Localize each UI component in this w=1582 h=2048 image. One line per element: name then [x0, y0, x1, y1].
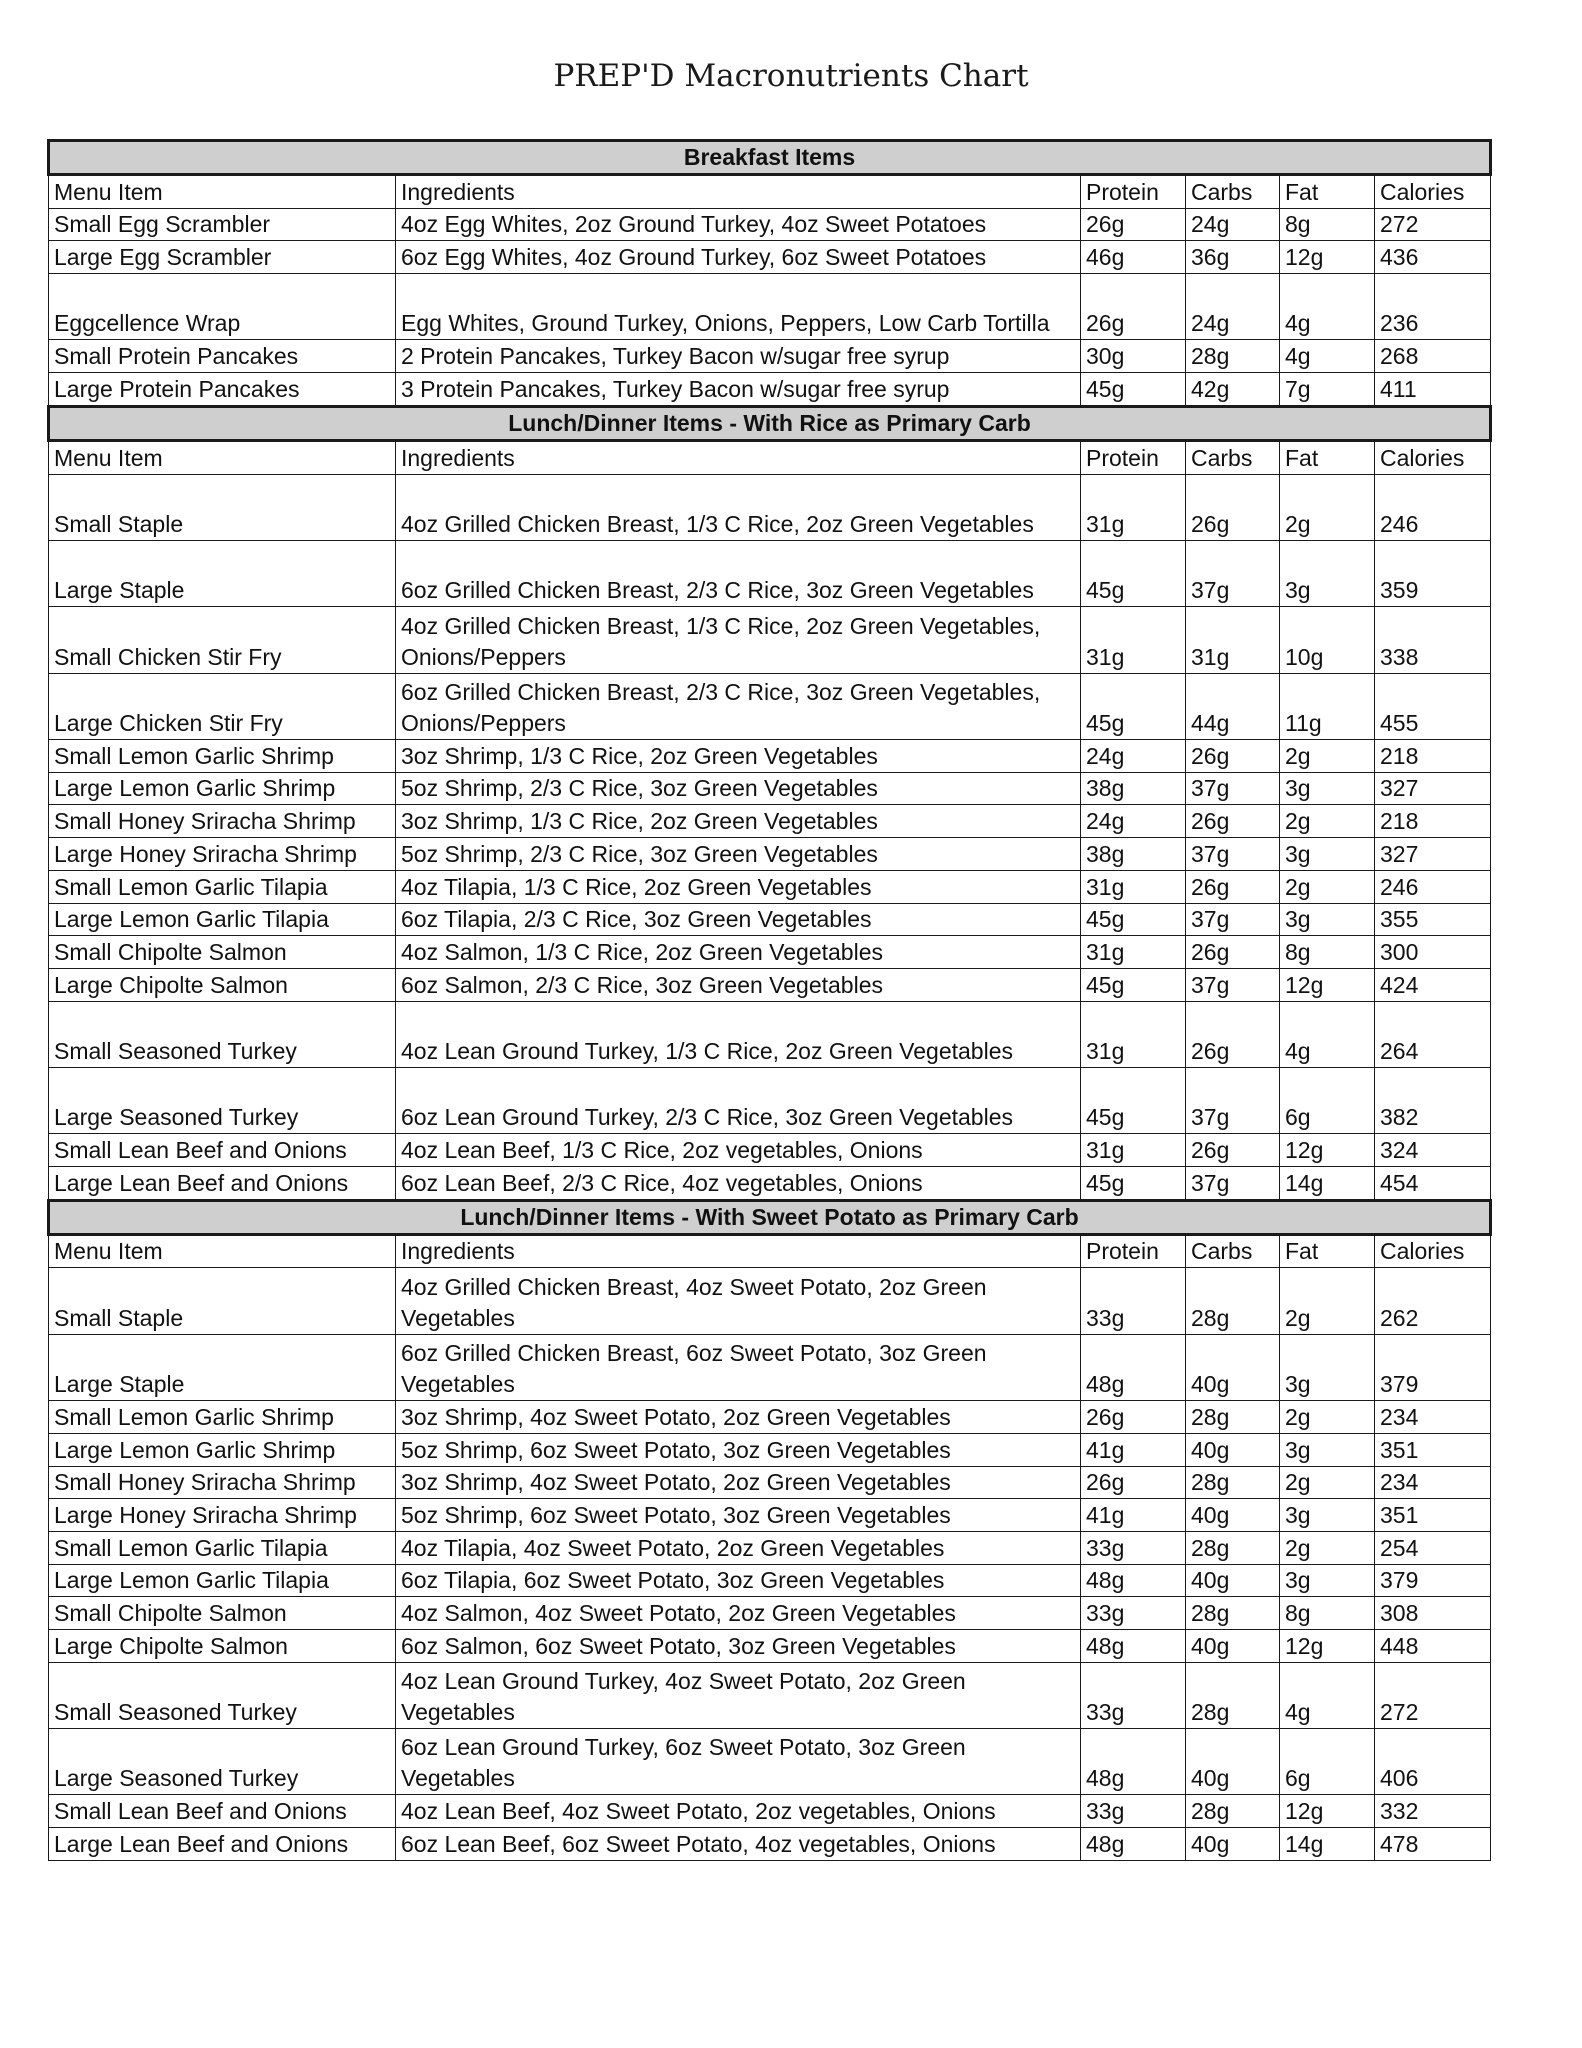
carbs-cell: 40g [1186, 1334, 1280, 1400]
menu-item-cell: Small Chipolte Salmon [49, 1597, 396, 1630]
fat-cell: 12g [1280, 1134, 1375, 1167]
protein-cell: 31g [1081, 936, 1186, 969]
fat-cell: 3g [1280, 1499, 1375, 1532]
fat-cell: 3g [1280, 1564, 1375, 1597]
table-row [49, 1067, 1491, 1133]
calories-cell: 478 [1375, 1828, 1491, 1861]
ingredients-cell: 4oz Tilapia, 1/3 C Rice, 2oz Green Vegetables [396, 870, 1081, 903]
calories-cell: 218 [1375, 740, 1491, 773]
calories-cell: 411 [1375, 373, 1491, 407]
page-title: PREP'D Macronutrients Chart [553, 58, 1029, 94]
protein-cell: 38g [1081, 838, 1186, 871]
fat-cell: 4g [1280, 1001, 1375, 1067]
carbs-cell: 37g [1186, 903, 1280, 936]
table-row [49, 838, 1491, 871]
table-row [49, 870, 1491, 903]
ingredients-cell: 6oz Grilled Chicken Breast, 2/3 C Rice, 3oz Green Vegetables [396, 540, 1081, 606]
fat-cell: 11g [1280, 673, 1375, 739]
menu-item-cell: Large Lemon Garlic Tilapia [49, 1564, 396, 1597]
menu-item-cell: Eggcellence Wrap [49, 274, 396, 340]
table-row [49, 241, 1491, 274]
carbs-cell: 28g [1186, 1795, 1280, 1828]
calories-cell: 268 [1375, 340, 1491, 373]
menu-item-cell: Small Honey Sriracha Shrimp [49, 805, 396, 838]
calories-cell: 246 [1375, 474, 1491, 540]
calories-cell: 436 [1375, 241, 1491, 274]
column-header-row [49, 175, 1491, 209]
fat-cell: 3g [1280, 838, 1375, 871]
table-row [49, 1597, 1491, 1630]
menu-item-cell: Small Lemon Garlic Tilapia [49, 870, 396, 903]
menu-item-cell: Small Lemon Garlic Tilapia [49, 1531, 396, 1564]
ingredients-cell: 6oz Lean Ground Turkey, 2/3 C Rice, 3oz Green Vegetables [396, 1067, 1081, 1133]
column-header-carbs: Carbs [1186, 175, 1280, 209]
carbs-cell: 28g [1186, 1531, 1280, 1564]
table-row [49, 968, 1491, 1001]
carbs-cell: 28g [1186, 1466, 1280, 1499]
calories-cell: 327 [1375, 772, 1491, 805]
ingredients-cell: 3oz Shrimp, 4oz Sweet Potato, 2oz Green Vegetables [396, 1466, 1081, 1499]
ingredients-cell: 6oz Tilapia, 6oz Sweet Potato, 3oz Green Vegetables [396, 1564, 1081, 1597]
menu-item-cell: Small Honey Sriracha Shrimp [49, 1466, 396, 1499]
menu-item-cell: Large Chicken Stir Fry [49, 673, 396, 739]
carbs-cell: 40g [1186, 1729, 1280, 1795]
column-header-item: Menu Item [49, 175, 396, 209]
carbs-cell: 24g [1186, 208, 1280, 241]
fat-cell: 2g [1280, 740, 1375, 773]
calories-cell: 379 [1375, 1564, 1491, 1597]
table-row [49, 1499, 1491, 1532]
calories-cell: 218 [1375, 805, 1491, 838]
menu-item-cell: Large Lean Beef and Onions [49, 1167, 396, 1201]
section-heading: Lunch/Dinner Items - With Rice as Primary Carb [49, 406, 1491, 440]
table-row [49, 1630, 1491, 1663]
ingredients-cell: 5oz Shrimp, 2/3 C Rice, 3oz Green Vegetables [396, 772, 1081, 805]
ingredients-cell: 6oz Tilapia, 2/3 C Rice, 3oz Green Vegetables [396, 903, 1081, 936]
column-header-fat: Fat [1280, 175, 1375, 209]
carbs-cell: 26g [1186, 474, 1280, 540]
carbs-cell: 24g [1186, 274, 1280, 340]
calories-cell: 327 [1375, 838, 1491, 871]
column-header-carbs: Carbs [1186, 440, 1280, 474]
table-row [49, 1167, 1491, 1201]
carbs-cell: 28g [1186, 1597, 1280, 1630]
table-row [49, 1795, 1491, 1828]
section-heading: Breakfast Items [49, 141, 1491, 175]
carbs-cell: 36g [1186, 241, 1280, 274]
table-row [49, 1531, 1491, 1564]
calories-cell: 308 [1375, 1597, 1491, 1630]
protein-cell: 26g [1081, 1401, 1186, 1434]
calories-cell: 424 [1375, 968, 1491, 1001]
calories-cell: 406 [1375, 1729, 1491, 1795]
table-row [49, 1401, 1491, 1434]
table-row [49, 772, 1491, 805]
ingredients-cell: Egg Whites, Ground Turkey, Onions, Peppers, Low Carb Tortilla [396, 274, 1081, 340]
calories-cell: 236 [1375, 274, 1491, 340]
fat-cell: 2g [1280, 1531, 1375, 1564]
ingredients-cell: 4oz Grilled Chicken Breast, 1/3 C Rice, 2oz Green Vegetables, Onions/Peppers [396, 607, 1081, 673]
table-row [49, 1268, 1491, 1334]
calories-cell: 300 [1375, 936, 1491, 969]
protein-cell: 48g [1081, 1630, 1186, 1663]
table-row [49, 1466, 1491, 1499]
menu-item-cell: Large Protein Pancakes [49, 373, 396, 407]
carbs-cell: 37g [1186, 772, 1280, 805]
protein-cell: 33g [1081, 1597, 1186, 1630]
carbs-cell: 28g [1186, 1662, 1280, 1728]
fat-cell: 2g [1280, 1401, 1375, 1434]
menu-item-cell: Large Lemon Garlic Shrimp [49, 772, 396, 805]
carbs-cell: 37g [1186, 968, 1280, 1001]
fat-cell: 12g [1280, 1630, 1375, 1663]
fat-cell: 2g [1280, 474, 1375, 540]
column-header-protein: Protein [1081, 440, 1186, 474]
carbs-cell: 28g [1186, 1401, 1280, 1434]
ingredients-cell: 5oz Shrimp, 6oz Sweet Potato, 3oz Green Vegetables [396, 1499, 1081, 1532]
ingredients-cell: 4oz Lean Beef, 4oz Sweet Potato, 2oz vegetables, Onions [396, 1795, 1081, 1828]
column-header-ingredients: Ingredients [396, 440, 1081, 474]
table-row [49, 1433, 1491, 1466]
carbs-cell: 31g [1186, 607, 1280, 673]
fat-cell: 3g [1280, 772, 1375, 805]
calories-cell: 351 [1375, 1499, 1491, 1532]
ingredients-cell: 4oz Lean Ground Turkey, 1/3 C Rice, 2oz Green Vegetables [396, 1001, 1081, 1067]
fat-cell: 2g [1280, 805, 1375, 838]
column-header-protein: Protein [1081, 175, 1186, 209]
fat-cell: 12g [1280, 968, 1375, 1001]
ingredients-cell: 4oz Grilled Chicken Breast, 1/3 C Rice, 2oz Green Vegetables [396, 474, 1081, 540]
table-row [49, 903, 1491, 936]
ingredients-cell: 4oz Grilled Chicken Breast, 4oz Sweet Potato, 2oz Green Vegetables [396, 1268, 1081, 1334]
fat-cell: 2g [1280, 1466, 1375, 1499]
fat-cell: 12g [1280, 241, 1375, 274]
fat-cell: 3g [1280, 540, 1375, 606]
protein-cell: 48g [1081, 1564, 1186, 1597]
menu-item-cell: Large Staple [49, 1334, 396, 1400]
protein-cell: 33g [1081, 1268, 1186, 1334]
column-header-fat: Fat [1280, 1234, 1375, 1268]
calories-cell: 382 [1375, 1067, 1491, 1133]
column-header-ingredients: Ingredients [396, 175, 1081, 209]
protein-cell: 33g [1081, 1531, 1186, 1564]
protein-cell: 45g [1081, 968, 1186, 1001]
calories-cell: 355 [1375, 903, 1491, 936]
ingredients-cell: 4oz Lean Beef, 1/3 C Rice, 2oz vegetables, Onions [396, 1134, 1081, 1167]
table-row [49, 1729, 1491, 1795]
menu-item-cell: Small Lean Beef and Onions [49, 1134, 396, 1167]
calories-cell: 262 [1375, 1268, 1491, 1334]
section-header-row [49, 141, 1491, 175]
table-row [49, 540, 1491, 606]
carbs-cell: 40g [1186, 1630, 1280, 1663]
protein-cell: 26g [1081, 274, 1186, 340]
ingredients-cell: 3oz Shrimp, 1/3 C Rice, 2oz Green Vegetables [396, 805, 1081, 838]
protein-cell: 45g [1081, 673, 1186, 739]
ingredients-cell: 5oz Shrimp, 6oz Sweet Potato, 3oz Green Vegetables [396, 1433, 1081, 1466]
table-row [49, 1662, 1491, 1728]
protein-cell: 45g [1081, 903, 1186, 936]
section-header-row [49, 1200, 1491, 1234]
calories-cell: 454 [1375, 1167, 1491, 1201]
carbs-cell: 42g [1186, 373, 1280, 407]
ingredients-cell: 4oz Lean Ground Turkey, 4oz Sweet Potato, 2oz Green Vegetables [396, 1662, 1081, 1728]
menu-item-cell: Small Lemon Garlic Shrimp [49, 1401, 396, 1434]
carbs-cell: 26g [1186, 936, 1280, 969]
protein-cell: 45g [1081, 540, 1186, 606]
menu-item-cell: Large Egg Scrambler [49, 241, 396, 274]
macronutrients-table [47, 139, 1492, 1861]
fat-cell: 2g [1280, 870, 1375, 903]
carbs-cell: 40g [1186, 1499, 1280, 1532]
ingredients-cell: 6oz Grilled Chicken Breast, 2/3 C Rice, 3oz Green Vegetables, Onions/Peppers [396, 673, 1081, 739]
protein-cell: 38g [1081, 772, 1186, 805]
ingredients-cell: 6oz Lean Beef, 6oz Sweet Potato, 4oz vegetables, Onions [396, 1828, 1081, 1861]
protein-cell: 31g [1081, 474, 1186, 540]
protein-cell: 33g [1081, 1795, 1186, 1828]
menu-item-cell: Large Seasoned Turkey [49, 1729, 396, 1795]
column-header-calories: Calories [1375, 440, 1491, 474]
calories-cell: 246 [1375, 870, 1491, 903]
menu-item-cell: Small Egg Scrambler [49, 208, 396, 241]
menu-item-cell: Large Chipolte Salmon [49, 1630, 396, 1663]
protein-cell: 48g [1081, 1828, 1186, 1861]
menu-item-cell: Small Staple [49, 474, 396, 540]
ingredients-cell: 4oz Tilapia, 4oz Sweet Potato, 2oz Green Vegetables [396, 1531, 1081, 1564]
carbs-cell: 40g [1186, 1564, 1280, 1597]
column-header-calories: Calories [1375, 175, 1491, 209]
carbs-cell: 26g [1186, 870, 1280, 903]
column-header-carbs: Carbs [1186, 1234, 1280, 1268]
calories-cell: 234 [1375, 1401, 1491, 1434]
menu-item-cell: Small Chipolte Salmon [49, 936, 396, 969]
calories-cell: 379 [1375, 1334, 1491, 1400]
fat-cell: 4g [1280, 1662, 1375, 1728]
ingredients-cell: 6oz Egg Whites, 4oz Ground Turkey, 6oz Sweet Potatoes [396, 241, 1081, 274]
table-row [49, 474, 1491, 540]
fat-cell: 3g [1280, 903, 1375, 936]
column-header-row [49, 1234, 1491, 1268]
fat-cell: 14g [1280, 1167, 1375, 1201]
calories-cell: 338 [1375, 607, 1491, 673]
calories-cell: 272 [1375, 208, 1491, 241]
protein-cell: 33g [1081, 1662, 1186, 1728]
fat-cell: 14g [1280, 1828, 1375, 1861]
column-header-calories: Calories [1375, 1234, 1491, 1268]
protein-cell: 41g [1081, 1499, 1186, 1532]
carbs-cell: 26g [1186, 1134, 1280, 1167]
calories-cell: 455 [1375, 673, 1491, 739]
section-header-row [49, 406, 1491, 440]
table-row [49, 805, 1491, 838]
fat-cell: 3g [1280, 1334, 1375, 1400]
protein-cell: 30g [1081, 340, 1186, 373]
menu-item-cell: Small Seasoned Turkey [49, 1001, 396, 1067]
carbs-cell: 37g [1186, 838, 1280, 871]
table-body [49, 141, 1491, 1861]
fat-cell: 7g [1280, 373, 1375, 407]
carbs-cell: 26g [1186, 1001, 1280, 1067]
ingredients-cell: 6oz Lean Beef, 2/3 C Rice, 4oz vegetables, Onions [396, 1167, 1081, 1201]
ingredients-cell: 3oz Shrimp, 1/3 C Rice, 2oz Green Vegetables [396, 740, 1081, 773]
carbs-cell: 37g [1186, 1167, 1280, 1201]
protein-cell: 31g [1081, 1134, 1186, 1167]
ingredients-cell: 6oz Lean Ground Turkey, 6oz Sweet Potato, 3oz Green Vegetables [396, 1729, 1081, 1795]
fat-cell: 8g [1280, 1597, 1375, 1630]
fat-cell: 8g [1280, 208, 1375, 241]
protein-cell: 45g [1081, 1167, 1186, 1201]
calories-cell: 234 [1375, 1466, 1491, 1499]
table-row [49, 1334, 1491, 1400]
ingredients-cell: 4oz Salmon, 1/3 C Rice, 2oz Green Vegetables [396, 936, 1081, 969]
table-row [49, 740, 1491, 773]
carbs-cell: 28g [1186, 1268, 1280, 1334]
calories-cell: 264 [1375, 1001, 1491, 1067]
calories-cell: 351 [1375, 1433, 1491, 1466]
column-header-row [49, 440, 1491, 474]
ingredients-cell: 6oz Salmon, 2/3 C Rice, 3oz Green Vegetables [396, 968, 1081, 1001]
fat-cell: 2g [1280, 1268, 1375, 1334]
protein-cell: 46g [1081, 241, 1186, 274]
carbs-cell: 40g [1186, 1433, 1280, 1466]
table-row [49, 1828, 1491, 1861]
calories-cell: 359 [1375, 540, 1491, 606]
protein-cell: 31g [1081, 607, 1186, 673]
fat-cell: 6g [1280, 1729, 1375, 1795]
carbs-cell: 28g [1186, 340, 1280, 373]
carbs-cell: 26g [1186, 740, 1280, 773]
ingredients-cell: 6oz Grilled Chicken Breast, 6oz Sweet Potato, 3oz Green Vegetables [396, 1334, 1081, 1400]
table-row [49, 1001, 1491, 1067]
menu-item-cell: Small Chicken Stir Fry [49, 607, 396, 673]
menu-item-cell: Small Lean Beef and Onions [49, 1795, 396, 1828]
menu-item-cell: Small Protein Pancakes [49, 340, 396, 373]
protein-cell: 26g [1081, 1466, 1186, 1499]
calories-cell: 448 [1375, 1630, 1491, 1663]
carbs-cell: 44g [1186, 673, 1280, 739]
menu-item-cell: Small Lemon Garlic Shrimp [49, 740, 396, 773]
menu-item-cell: Large Lean Beef and Onions [49, 1828, 396, 1861]
protein-cell: 31g [1081, 1001, 1186, 1067]
ingredients-cell: 4oz Egg Whites, 2oz Ground Turkey, 4oz Sweet Potatoes [396, 208, 1081, 241]
table-row [49, 673, 1491, 739]
carbs-cell: 37g [1186, 540, 1280, 606]
ingredients-cell: 3 Protein Pancakes, Turkey Bacon w/sugar free syrup [396, 373, 1081, 407]
protein-cell: 45g [1081, 373, 1186, 407]
carbs-cell: 26g [1186, 805, 1280, 838]
table-row [49, 274, 1491, 340]
protein-cell: 31g [1081, 870, 1186, 903]
menu-item-cell: Small Seasoned Turkey [49, 1662, 396, 1728]
menu-item-cell: Large Chipolte Salmon [49, 968, 396, 1001]
fat-cell: 10g [1280, 607, 1375, 673]
column-header-item: Menu Item [49, 1234, 396, 1268]
calories-cell: 254 [1375, 1531, 1491, 1564]
menu-item-cell: Large Staple [49, 540, 396, 606]
table-row [49, 1564, 1491, 1597]
fat-cell: 12g [1280, 1795, 1375, 1828]
calories-cell: 324 [1375, 1134, 1491, 1167]
carbs-cell: 40g [1186, 1828, 1280, 1861]
fat-cell: 4g [1280, 340, 1375, 373]
fat-cell: 4g [1280, 274, 1375, 340]
menu-item-cell: Large Seasoned Turkey [49, 1067, 396, 1133]
menu-item-cell: Small Staple [49, 1268, 396, 1334]
fat-cell: 3g [1280, 1433, 1375, 1466]
calories-cell: 332 [1375, 1795, 1491, 1828]
ingredients-cell: 6oz Salmon, 6oz Sweet Potato, 3oz Green Vegetables [396, 1630, 1081, 1663]
table-row [49, 1134, 1491, 1167]
ingredients-cell: 4oz Salmon, 4oz Sweet Potato, 2oz Green Vegetables [396, 1597, 1081, 1630]
table-row [49, 936, 1491, 969]
calories-cell: 272 [1375, 1662, 1491, 1728]
table-row [49, 208, 1491, 241]
menu-item-cell: Large Honey Sriracha Shrimp [49, 838, 396, 871]
protein-cell: 48g [1081, 1334, 1186, 1400]
ingredients-cell: 5oz Shrimp, 2/3 C Rice, 3oz Green Vegetables [396, 838, 1081, 871]
menu-item-cell: Large Honey Sriracha Shrimp [49, 1499, 396, 1532]
protein-cell: 48g [1081, 1729, 1186, 1795]
fat-cell: 8g [1280, 936, 1375, 969]
menu-item-cell: Large Lemon Garlic Tilapia [49, 903, 396, 936]
column-header-protein: Protein [1081, 1234, 1186, 1268]
protein-cell: 45g [1081, 1067, 1186, 1133]
table-row [49, 340, 1491, 373]
ingredients-cell: 2 Protein Pancakes, Turkey Bacon w/sugar free syrup [396, 340, 1081, 373]
menu-item-cell: Large Lemon Garlic Shrimp [49, 1433, 396, 1466]
column-header-fat: Fat [1280, 440, 1375, 474]
protein-cell: 24g [1081, 740, 1186, 773]
carbs-cell: 37g [1186, 1067, 1280, 1133]
protein-cell: 26g [1081, 208, 1186, 241]
ingredients-cell: 3oz Shrimp, 4oz Sweet Potato, 2oz Green Vegetables [396, 1401, 1081, 1434]
section-heading: Lunch/Dinner Items - With Sweet Potato as Primary Carb [49, 1200, 1491, 1234]
protein-cell: 41g [1081, 1433, 1186, 1466]
column-header-item: Menu Item [49, 440, 396, 474]
column-header-ingredients: Ingredients [396, 1234, 1081, 1268]
table-row [49, 607, 1491, 673]
protein-cell: 24g [1081, 805, 1186, 838]
table-row [49, 373, 1491, 407]
fat-cell: 6g [1280, 1067, 1375, 1133]
